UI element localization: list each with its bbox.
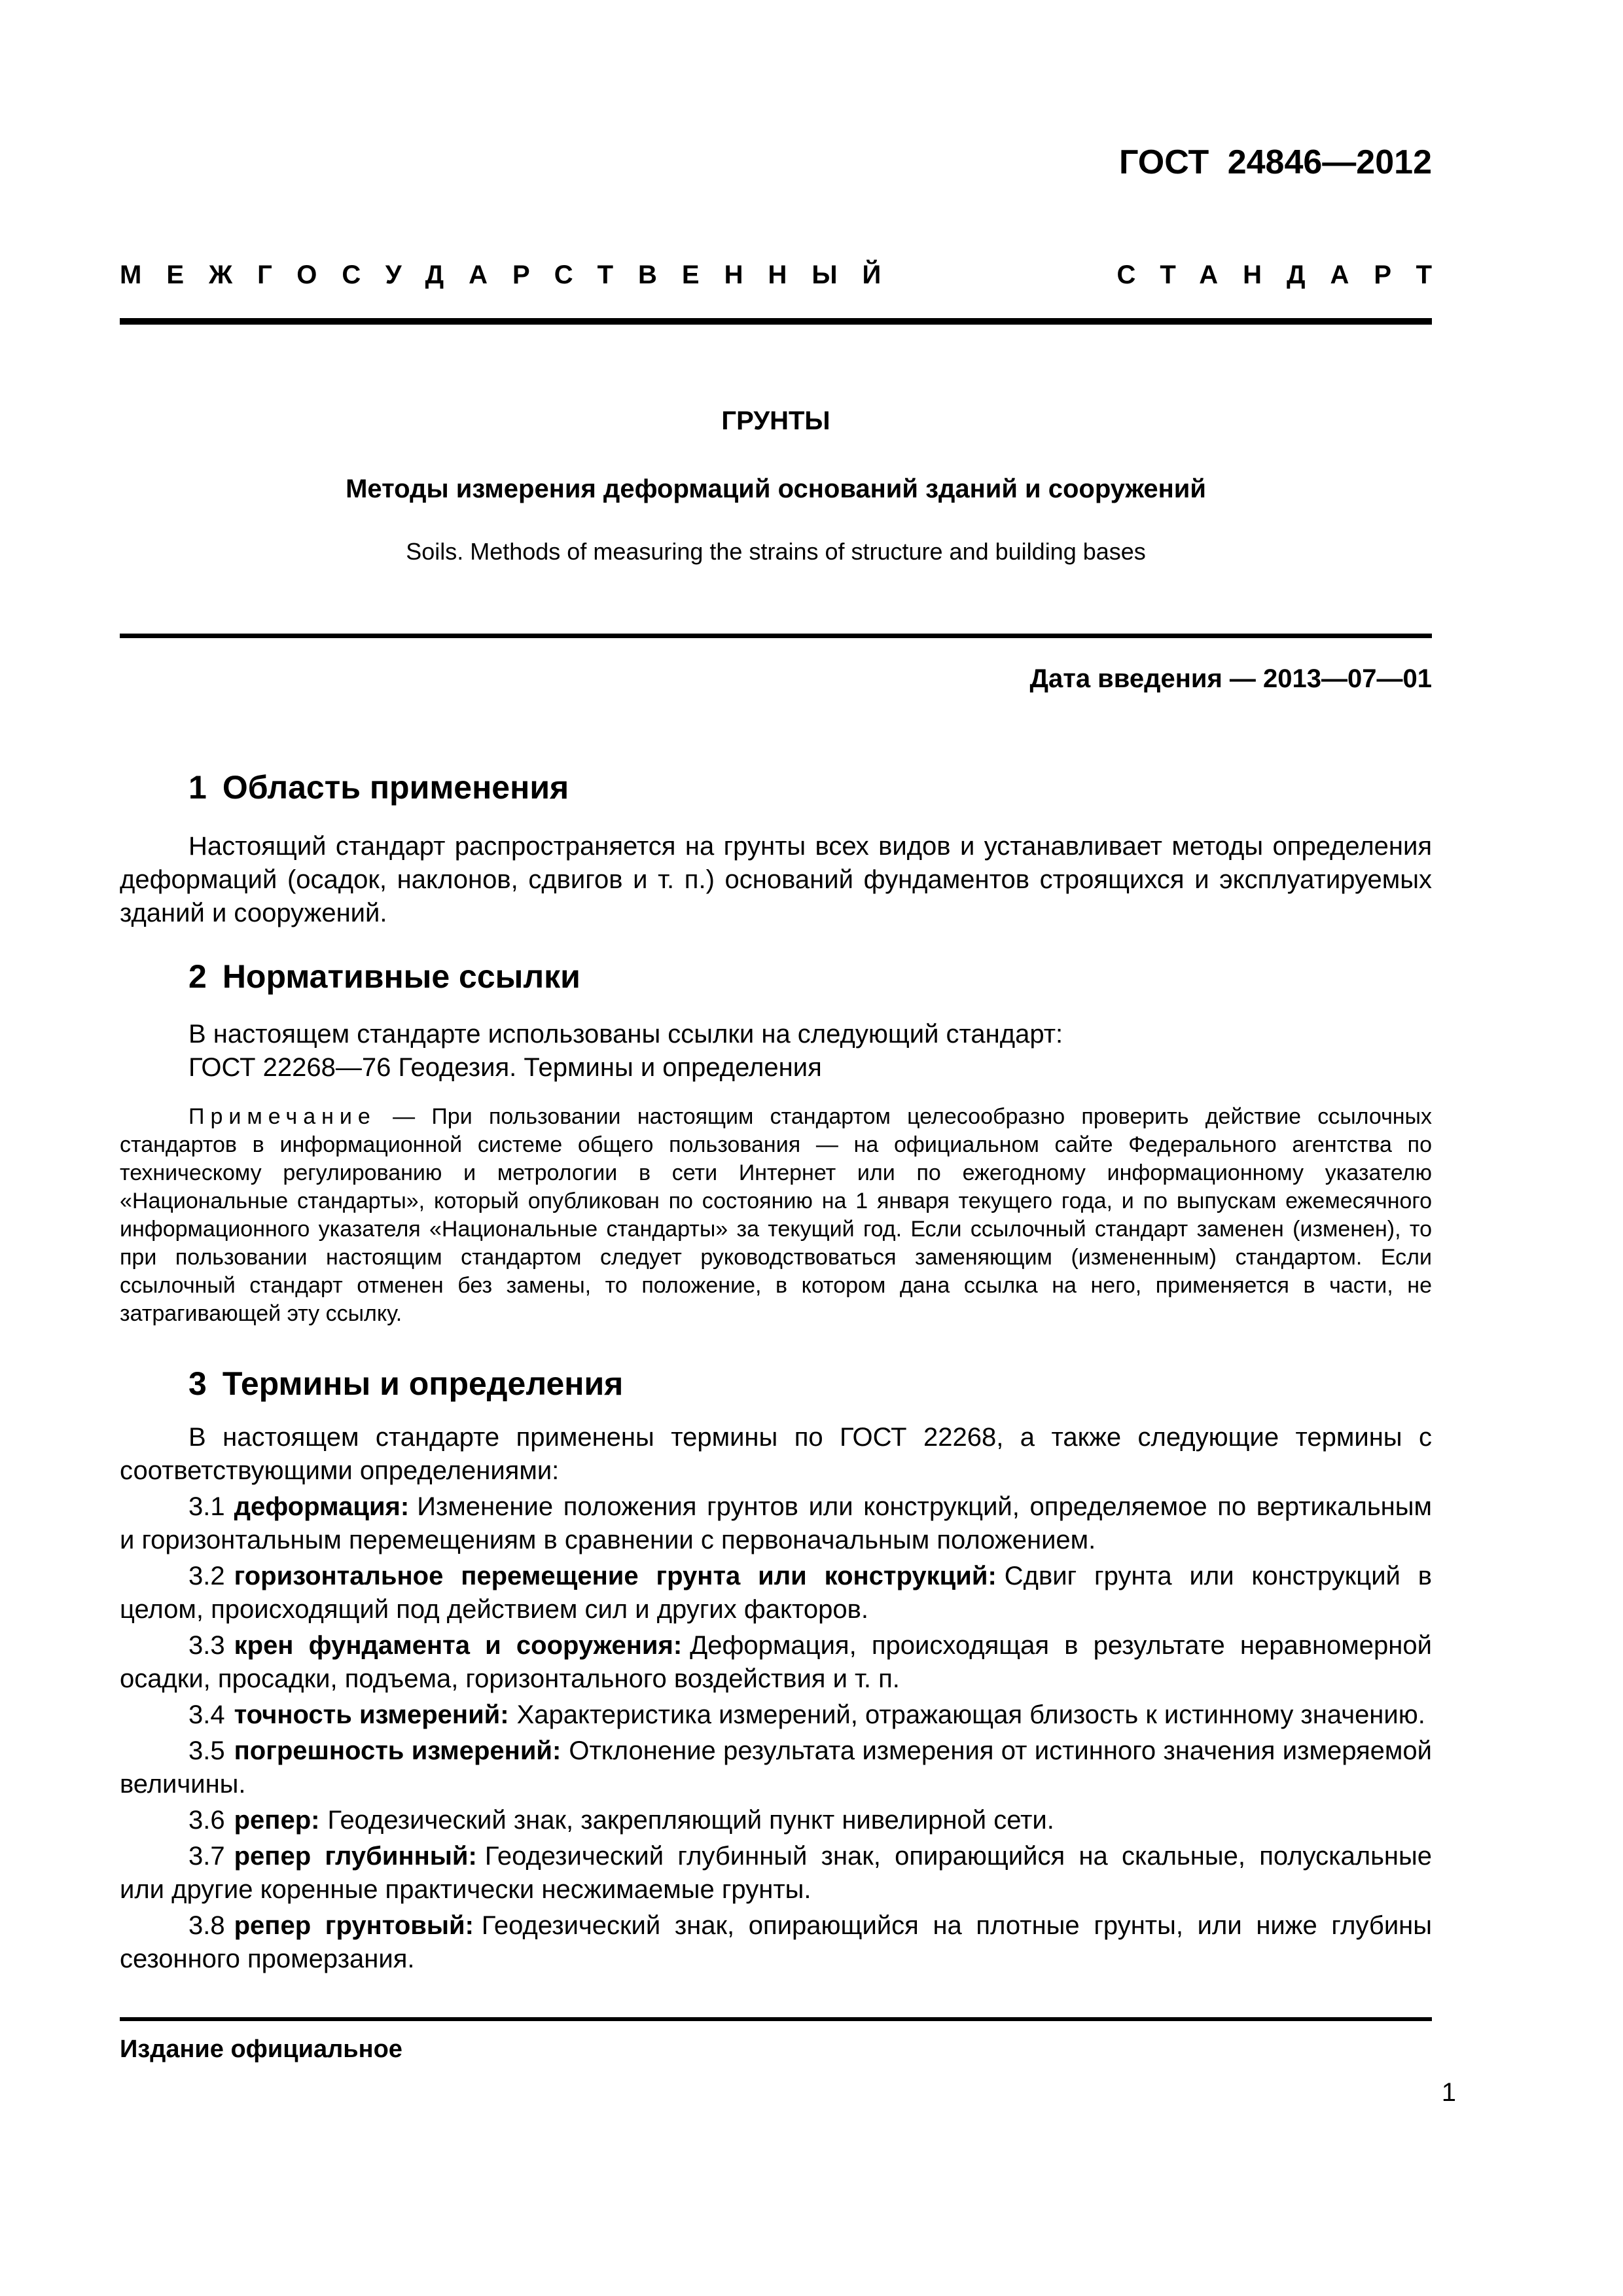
term-name: точность измерений: [234, 1700, 509, 1729]
term-item [120, 1560, 1432, 1626]
term-name: репер: [234, 1806, 320, 1835]
term-number: 3.1 [188, 1492, 225, 1521]
document-body [120, 768, 1432, 1976]
term-name: репер грунтовый: [234, 1911, 474, 1940]
term-number: 3.7 [188, 1842, 225, 1871]
section-3-title: Термины и определения [222, 1365, 624, 1402]
term-number: 3.6 [188, 1806, 225, 1835]
reference-intro-line: В настоящем стандарте использованы ссылки на следующий стандарт: [188, 1020, 1063, 1049]
term-name: репер глубинный: [234, 1842, 477, 1871]
term-name: горизонтальное перемещение грунта или конструкций: [234, 1562, 997, 1590]
document-title-ru: Методы измерения деформаций оснований зданий и сооружений [346, 475, 1206, 503]
section-1-paragraph: Настоящий стандарт распространяется на грунты всех видов и устанавливает методы определения деформаций (осадок, наклонов, сдвигов и т. п.) оснований фундаментов строящихся и эксплуатируемых зданий и сооружений. [120, 832, 1432, 927]
section-1-heading [120, 768, 1432, 806]
term-definition: Геодезический глубинный знак, опирающийся на скальные, полускальные или другие коренные практически несжимаемые грунты. [120, 1842, 1433, 1904]
term-name: погрешность измерений: [234, 1736, 562, 1765]
term-name: крен фундамента и сооружения: [234, 1631, 683, 1660]
normative-references [120, 1018, 1432, 1085]
note-paragraph [120, 1103, 1432, 1328]
page-number: 1 [1441, 2078, 1456, 2107]
term-definition: Отклонение результата измерения от истинного значения измеряемой величины. [120, 1736, 1432, 1799]
term-item [120, 1698, 1432, 1732]
section-3-heading [120, 1365, 1432, 1403]
section-2-title: Нормативные ссылки [222, 958, 580, 995]
document-title-en: Soils. Methods of measuring the strains of structure and building bases [406, 538, 1146, 565]
term-definition: Характеристика измерений, отражающая близость к истинному значению. [516, 1700, 1425, 1729]
term-item [120, 1804, 1432, 1837]
term-item [120, 1629, 1432, 1696]
edition-note: Издание официальное [120, 2036, 402, 2063]
section-2-number: 2 [188, 958, 207, 995]
term-item [120, 1840, 1432, 1907]
term-definition: Геодезический знак, закрепляющий пункт нивелирной сети. [327, 1806, 1054, 1835]
term-item [120, 1490, 1432, 1557]
note-label: Примечание [188, 1104, 376, 1129]
term-definition: Сдвиг грунта или конструкций в целом, происходящий под действием сил и других факторов. [120, 1562, 1433, 1624]
standard-type-word-1: МЕЖГОСУДАРСТВЕННЫЙ [120, 260, 906, 289]
standard-code: ГОСТ 24846—2012 [1119, 143, 1432, 181]
section-1-number: 1 [188, 769, 207, 806]
term-number: 3.2 [188, 1562, 225, 1590]
term-number: 3.8 [188, 1911, 225, 1940]
standard-type-word-2: СТАНДАРТ [1116, 260, 1457, 289]
document-subject: ГРУНТЫ [721, 406, 830, 435]
term-definition: Геодезический знак, опирающийся на плотные грунты, или ниже глубины сезонного промерзания. [120, 1911, 1433, 1973]
section-2-heading [120, 958, 1432, 996]
section-1-title: Область применения [222, 769, 569, 806]
term-number: 3.5 [188, 1736, 225, 1765]
standard-type-heading [120, 260, 1457, 290]
header-rule [120, 318, 1432, 325]
term-item [120, 1734, 1432, 1801]
title-rule [120, 634, 1432, 638]
term-name: деформация: [234, 1492, 410, 1521]
reference-standard-line: ГОСТ 22268—76 Геодезия. Термины и определения [188, 1053, 822, 1082]
note-text: — При пользовании настоящим стандартом целесообразно проверить действие ссылочных стандартов в информационной системе общего пользования — на официальном сайте Федерального агентства по техническому регулированию и метрологии в сети Интернет или по ежегодному информационному указателю «Национальные стандарты», который опубликован по состоянию на 1 января текущего года, и по выпускам ежемесячного информационного указателя «Национальные стандарты» за текущий год. Если ссылочный стандарт заменен (изменен), то при пользовании настоящим стандартом следует руководствоваться заменяющим (измененным) стандартом. Если ссылочный стандарт отменен без замены, то положение, в котором дана ссылка на него, применяется в части, не затрагивающей эту ссылку. [120, 1104, 1432, 1326]
term-item [120, 1909, 1432, 1976]
effective-date: Дата введения — 2013—07—01 [1029, 664, 1432, 693]
footer-rule [120, 2017, 1432, 2021]
terms-intro: В настоящем стандарте применены термины по ГОСТ 22268, а также следующие термины с соответствующими определениями: [120, 1423, 1432, 1485]
section-3-number: 3 [188, 1365, 207, 1402]
term-number: 3.4 [188, 1700, 225, 1729]
term-definition: Изменение положения грунтов или конструкций, определяемое по вертикальным и горизонтальным перемещениям в сравнении с первоначальным положением. [120, 1492, 1432, 1554]
term-definition: Деформация, происходящая в результате неравномерной осадки, просадки, подъема, горизонтального воздействия и т. п. [120, 1631, 1432, 1693]
term-number: 3.3 [188, 1631, 225, 1660]
